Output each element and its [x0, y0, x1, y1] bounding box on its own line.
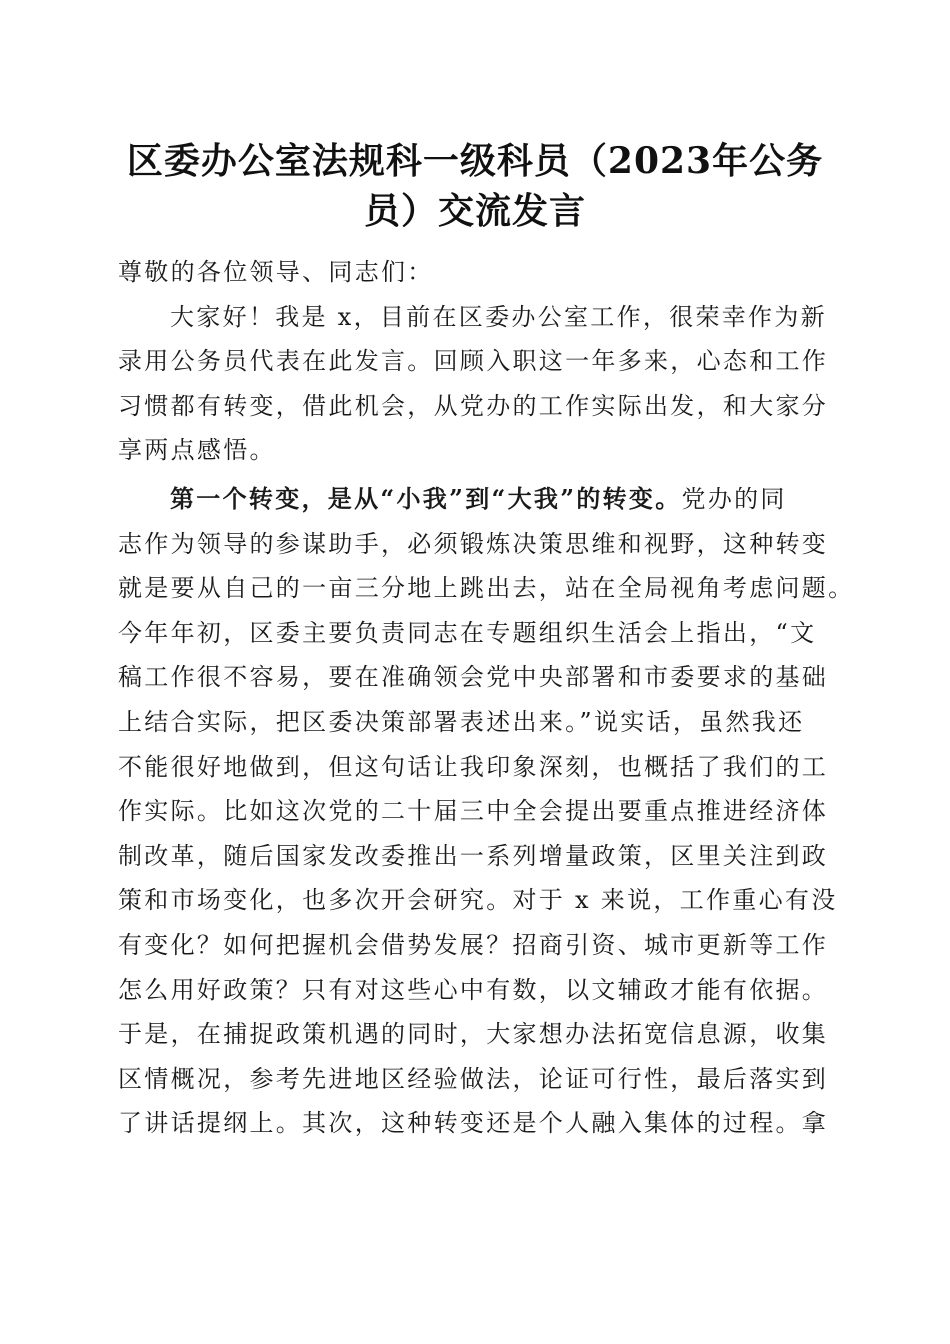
text-line: 于是，在捕捉政策机遇的同时，大家想办法拓宽信息源，收集 — [118, 1020, 829, 1049]
text-line: 了讲话提纲上。其次，这种转变还是个人融入集体的过程。拿 — [118, 1109, 829, 1138]
text-line: 稿工作很不容易，要在准确领会党中央部署和市委要求的基础 — [118, 663, 829, 692]
salutation: 尊敬的各位领导、同志们： — [118, 258, 434, 286]
paragraph-2 — [118, 477, 855, 1146]
text-line: 录用公务员代表在此发言。回顾入职这一年多来，心态和工作 — [118, 347, 829, 376]
text-line: 不能很好地做到，但这句话让我印象深刻，也概括了我们的工 — [118, 752, 829, 781]
text-line: 就是要从自己的一亩三分地上跳出去，站在全局视角考虑问题。 — [118, 574, 855, 603]
title-line-1: 区委办公室法规科一级科员（2023年公务 — [126, 140, 824, 182]
text-line: 大家好！我是 x，目前在区委办公室工作，很荣幸作为新 — [170, 302, 827, 331]
title-line-2: 员）交流发言 — [363, 190, 586, 232]
text-line: 作实际。比如这次党的二十届三中全会提出要重点推进经济体 — [118, 797, 829, 826]
text-line: 今年年初，区委主要负责同志在专题组织生活会上指出，“文 — [118, 618, 817, 647]
text-line: 有变化？如何把握机会借势发展？招商引资、城市更新等工作 — [118, 930, 829, 959]
text-line: 区情概况，参考先进地区经验做法，论证可行性，最后落实到 — [118, 1064, 829, 1093]
text-line: 享两点感悟。 — [118, 436, 276, 465]
text-line: 习惯都有转变，借此机会，从党办的工作实际出发，和大家分 — [118, 391, 829, 420]
text-line — [118, 477, 838, 522]
text-line: 制改革，随后国家发改委推出一系列增量政策，区里关注到政 — [118, 841, 829, 870]
heading-continuation: 党办的同 — [681, 484, 787, 513]
document-title — [118, 136, 832, 236]
text-line: 上结合实际，把区委决策部署表述出来。”说实话，虽然我还 — [118, 707, 805, 736]
paragraph-1 — [118, 295, 838, 473]
text-line: 策和市场变化，也多次开会研究。对于 x 来说，工作重心有没 — [118, 886, 838, 915]
paragraph-heading: 第一个转变，是从“小我”到“大我”的转变。 — [170, 483, 682, 513]
document-body — [118, 250, 855, 1146]
text-line: 怎么用好政策？只有对这些心中有数，以文辅政才能有依据。 — [118, 975, 829, 1004]
text-line: 志作为领导的参谋助手，必须锻炼决策思维和视野，这种转变 — [118, 529, 829, 558]
